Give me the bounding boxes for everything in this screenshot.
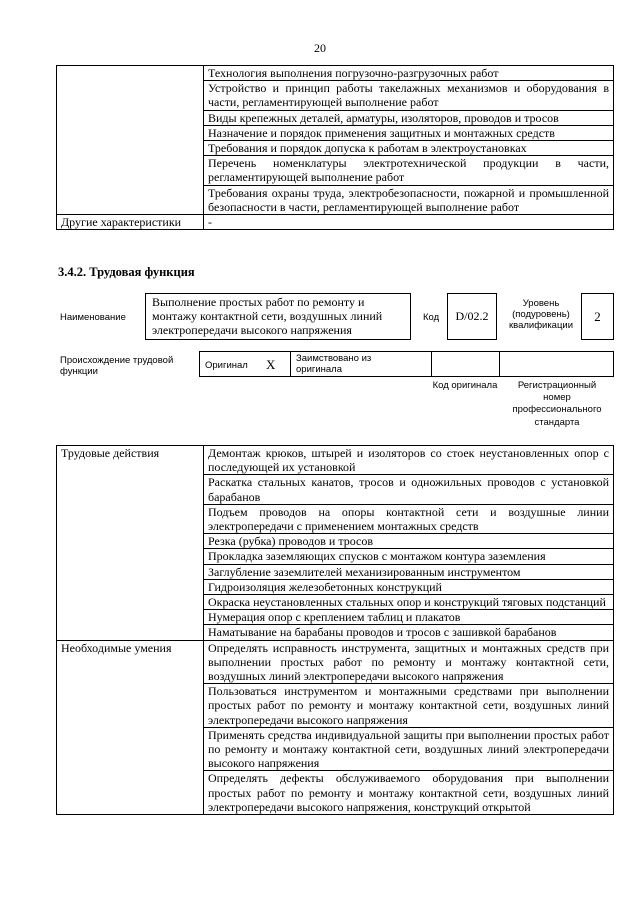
knowledge-item: Требования охраны труда, электробезопасности, пожарной и промышленной безопасности в части, регламентирующей выполнение работ bbox=[204, 185, 614, 214]
action-item: Раскатка стальных канатов, тросов и одножильных проводов с установкой барабанов bbox=[204, 475, 614, 504]
code-caption: Код оригинала bbox=[432, 380, 498, 391]
action-item: Резка (рубка) проводов и тросов bbox=[204, 534, 614, 549]
original-mark: X bbox=[266, 357, 276, 372]
skill-item: Определять исправность инструмента, защитных и монтажных средств при выполнении простых работ по ремонту и монтажу контактной сети, воздушных линий электропередачи высокого напряжения bbox=[204, 640, 614, 684]
other-characteristics-label: Другие характеристики bbox=[57, 215, 204, 230]
other-characteristics-value: - bbox=[204, 215, 614, 230]
skill-item: Пользоваться инструментом и монтажными средствами при выполнении простых работ по ремонту и монтажу контактной сети, воздушных линий электропередачи высокого напряжения bbox=[204, 684, 614, 728]
knowledge-item: Устройство и принцип работы такелажных механизмов и оборудования в части, регламентирующей выполнение работ bbox=[204, 81, 614, 110]
table-row bbox=[57, 640, 614, 684]
knowledge-item: Виды крепежных деталей, арматуры, изоляторов, проводов и тросов bbox=[204, 110, 614, 125]
origin-row bbox=[199, 351, 614, 377]
table-row bbox=[57, 215, 614, 230]
page-number: 20 bbox=[314, 41, 326, 55]
origin-code-cell bbox=[431, 351, 499, 377]
knowledge-item: Технология выполнения погрузочно-разгрузочных работ bbox=[204, 66, 614, 81]
skill-item: Применять средства индивидуальной защиты при выполнении простых работ по ремонту и монтажу контактной сети, воздушных линий электропередачи высокого напряжения bbox=[204, 727, 614, 771]
action-item: Демонтаж крюков, штырей и изоляторов со стоек неустановленных опор с последующей их установкой bbox=[204, 446, 614, 475]
borrowed-cell bbox=[290, 351, 431, 377]
section-title: 3.4.2. Трудовая функция bbox=[58, 265, 195, 279]
action-item: Наматывание на барабаны проводов и тросов с зашивкой барабанов bbox=[204, 625, 614, 640]
action-item: Окраска неустановленных стальных опор и конструкций тяговых подстанций bbox=[204, 595, 614, 610]
table-row bbox=[57, 446, 614, 475]
knowledge-item: Назначение и порядок применения защитных и монтажных средств bbox=[204, 125, 614, 140]
functions-table bbox=[56, 445, 614, 815]
level-label: Уровень (подуровень) квалификации bbox=[508, 298, 574, 331]
code-label: Код bbox=[423, 312, 440, 323]
action-item: Прокладка заземляющих спусков с монтажом контура заземления bbox=[204, 549, 614, 564]
table-row bbox=[57, 66, 614, 81]
skill-item: Определять дефекты обслуживаемого оборудования при выполнении простых работ по ремонту и монтажу контактной сети, воздушных линий электропередачи высокого напряжения, конструкций открытой bbox=[204, 771, 614, 815]
action-item: Заглубление заземлителей механизированным инструментом bbox=[204, 564, 614, 579]
level-box: 2 bbox=[581, 293, 614, 340]
knowledge-label-cell bbox=[57, 66, 204, 215]
origin-label: Происхождение трудовой функции bbox=[60, 355, 174, 377]
knowledge-table bbox=[56, 65, 614, 230]
action-item: Гидроизоляция железобетонных конструкций bbox=[204, 579, 614, 594]
action-item: Нумерация опор с креплением таблиц и плакатов bbox=[204, 610, 614, 625]
group-label: Необходимые умения bbox=[57, 640, 204, 814]
reg-number-caption: Регистрационный номер профессионального стандарта bbox=[512, 380, 602, 428]
function-name-box: Выполнение простых работ по ремонту и монтажу контактной сети, воздушных линий электропередачи высокого напряжения bbox=[145, 293, 411, 340]
borrowed-label: Заимствовано из оригинала bbox=[296, 353, 372, 375]
name-label: Наименование bbox=[60, 312, 126, 323]
original-cell bbox=[199, 351, 290, 377]
original-label: Оригинал bbox=[205, 360, 248, 371]
group-label: Трудовые действия bbox=[57, 446, 204, 641]
knowledge-item: Перечень номенклатуры электротехнической продукции в части, регламентирующей выполнение работ bbox=[204, 156, 614, 185]
origin-reg-cell bbox=[499, 351, 614, 377]
knowledge-item: Требования и порядок допуска к работам в электроустановках bbox=[204, 141, 614, 156]
function-code-box: D/02.2 bbox=[447, 293, 497, 340]
action-item: Подъем проводов на опоры контактной сети и воздушные линии электропередачи с применением монтажных средств bbox=[204, 504, 614, 533]
